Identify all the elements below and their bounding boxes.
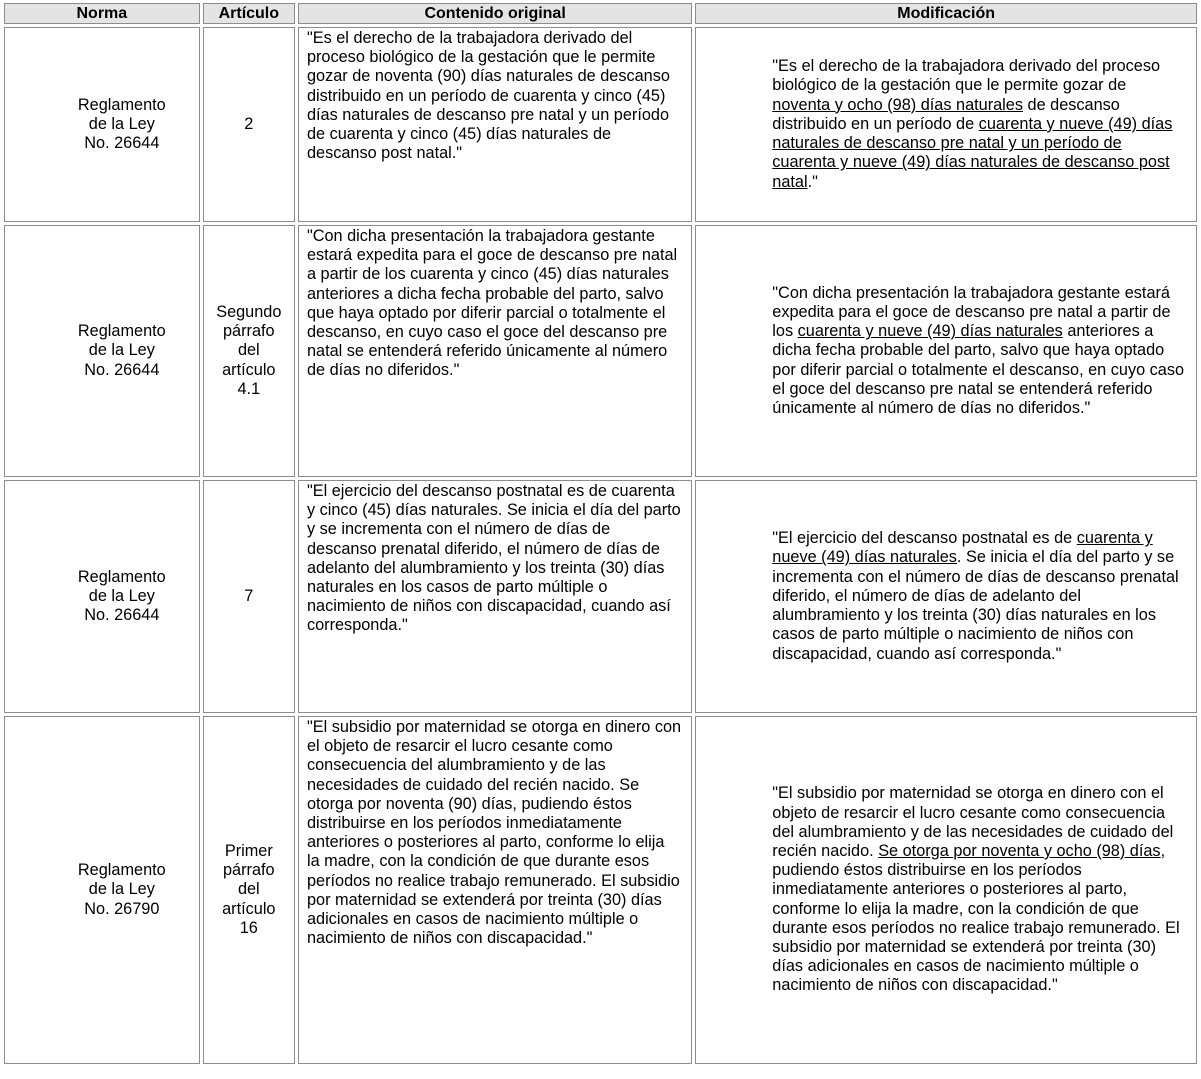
- articulo-line: 4.1: [237, 379, 261, 398]
- modification-text: anteriores a dicha fecha probable del parto, salvo que haya optado por diferir parcial o totalmente el descanso, en cuyo caso el goce del descanso pre natal se entenderá referido únicamente al número de días no diferidos.": [772, 322, 1185, 417]
- articulo-line: párrafo: [223, 861, 275, 880]
- norma-line: Reglamento: [77, 861, 166, 880]
- original-content-cell: "Con dicha presentación la trabajadora gestante estará expedita para el goce de descanso pre natal a partir de los cuarenta y cinco (45) días naturales anteriores a dicha fecha probable del parto, salvo que haya optado por diferir parcial o totalmente el descanso, en cuyo caso el goce del descanso pre natal se entenderá referido únicamente al número de días no diferidos.": [298, 225, 692, 477]
- norma-line: No. 26644: [84, 606, 160, 625]
- norma-line: Reglamento: [77, 322, 166, 341]
- modification-underlined: cuarenta y nueve (49) días naturales: [772, 529, 1153, 567]
- header-contenido-original: Contenido original: [298, 3, 692, 24]
- norma-line: de la Ley: [88, 586, 155, 605]
- modification-text: , pudiendo éstos distribuirse en los períodos inmediatamente anteriores o posteriores al parto, conforme lo elija la madre, con la condición de que durante esos períodos no realice trabajo remunerado. El subsidio por maternidad se extenderá por treinta (30) días adicionales en casos de nacimiento múltiple o nacimiento de niños con discapacidad.": [772, 841, 1180, 995]
- modification-cell: [695, 27, 1197, 222]
- table-row: [4, 480, 1197, 713]
- articulo-line: artículo: [222, 360, 276, 379]
- modification-cell: [695, 480, 1197, 713]
- modification-cell: [695, 225, 1197, 477]
- modification-cell: [695, 716, 1197, 1064]
- articulo-line: del: [237, 880, 260, 899]
- modification-underlined: Se otorga por noventa y ocho (98) días: [878, 841, 1161, 860]
- articulo-line: 7: [244, 586, 254, 605]
- articulo-cell: [203, 27, 295, 222]
- header-modificacion: Modificación: [695, 3, 1197, 24]
- norma-cell: [4, 716, 200, 1064]
- modification-text: de descanso distribuido en un período de: [772, 95, 1120, 133]
- modification-text: "Con dicha presentación la trabajadora gestante estará expedita para el goce de descanso pre natal a partir de los: [772, 283, 1171, 341]
- norma-line: No. 26790: [84, 899, 160, 918]
- norma-cell: [4, 480, 200, 713]
- modification-underlined: cuarenta y nueve (49) días naturales de descanso pre natal y un período de cuarenta y nueve (49) días naturales de descanso post natal: [772, 114, 1173, 191]
- norma-line: No. 26644: [84, 360, 160, 379]
- modification-text: . Se inicia el día del parto y se incrementa con el número de días de descanso prenatal diferido, el número de días de adelanto del alumbramiento y los treinta (30) días naturales en los casos de parto múltiple o nacimiento de niños con discapacidad, cuando así corresponda.": [772, 548, 1179, 663]
- modification-text: .": [807, 172, 818, 191]
- norma-cell: [4, 27, 200, 222]
- original-content-cell: "El subsidio por maternidad se otorga en dinero con el objeto de resarcir el lucro cesante como consecuencia del alumbramiento y de las necesidades de cuidado del recién nacido. Se otorga por noventa (90) días, pudiendo éstos distribuirse en los períodos inmediatamente anteriores o posteriores al parto, conforme lo elija la madre, con la condición de que durante esos períodos no realice trabajo remunerado. El subsidio por maternidad se extenderá por treinta (30) días adicionales en casos de nacimiento múltiple o nacimiento de niños con discapacidad.": [298, 716, 692, 1064]
- table-row: [4, 716, 1197, 1064]
- table-row: [4, 225, 1197, 477]
- norma-line: de la Ley: [88, 880, 155, 899]
- articulo-line: del: [237, 341, 260, 360]
- articulo-cell: [203, 716, 295, 1064]
- norma-line: Reglamento: [77, 95, 166, 114]
- table-row: [4, 27, 1197, 222]
- articulo-line: Segundo: [216, 302, 282, 321]
- comparison-table: [1, 0, 1200, 1067]
- modification-underlined: noventa y ocho (98) días naturales: [772, 95, 1023, 114]
- norma-line: No. 26644: [84, 134, 160, 153]
- articulo-line: párrafo: [223, 322, 275, 341]
- articulo-line: artículo: [222, 899, 276, 918]
- norma-line: Reglamento: [77, 567, 166, 586]
- modification-text: "El ejercicio del descanso postnatal es de: [772, 529, 1077, 548]
- articulo-line: Primer: [224, 841, 273, 860]
- header-norma: Norma: [4, 3, 200, 24]
- modification-text: "Es el derecho de la trabajadora derivado del proceso biológico de la gestación que le permite gozar de: [772, 57, 1161, 95]
- header-articulo: Artículo: [203, 3, 295, 24]
- articulo-line: 2: [244, 114, 254, 133]
- modification-text: "El subsidio por maternidad se otorga en dinero con el objeto de resarcir el lucro cesante como consecuencia del alumbramiento y de las necesidades de cuidado del recién nacido.: [772, 784, 1174, 860]
- norma-line: de la Ley: [88, 341, 155, 360]
- original-content-cell: "El ejercicio del descanso postnatal es de cuarenta y cinco (45) días naturales. Se inicia el día del parto y se incrementa con el número de días de descanso prenatal diferido, el número de días de adelanto del alumbramiento y los treinta (30) días naturales en los casos de parto múltiple o nacimiento de niños con discapacidad, cuando así corresponda.": [298, 480, 692, 713]
- norma-line: de la Ley: [88, 114, 155, 133]
- articulo-cell: [203, 480, 295, 713]
- modification-underlined: cuarenta y nueve (49) días naturales: [797, 322, 1063, 341]
- header-row: [4, 3, 1197, 24]
- original-content-cell: "Es el derecho de la trabajadora derivado del proceso biológico de la gestación que le permite gozar de noventa (90) días naturales de descanso distribuido en un período de cuarenta y cinco (45) días naturales de descanso pre natal y un período de cuarenta y cinco (45) días naturales de descanso post natal.": [298, 27, 692, 222]
- articulo-cell: [203, 225, 295, 477]
- articulo-line: 16: [239, 918, 258, 937]
- norma-cell: [4, 225, 200, 477]
